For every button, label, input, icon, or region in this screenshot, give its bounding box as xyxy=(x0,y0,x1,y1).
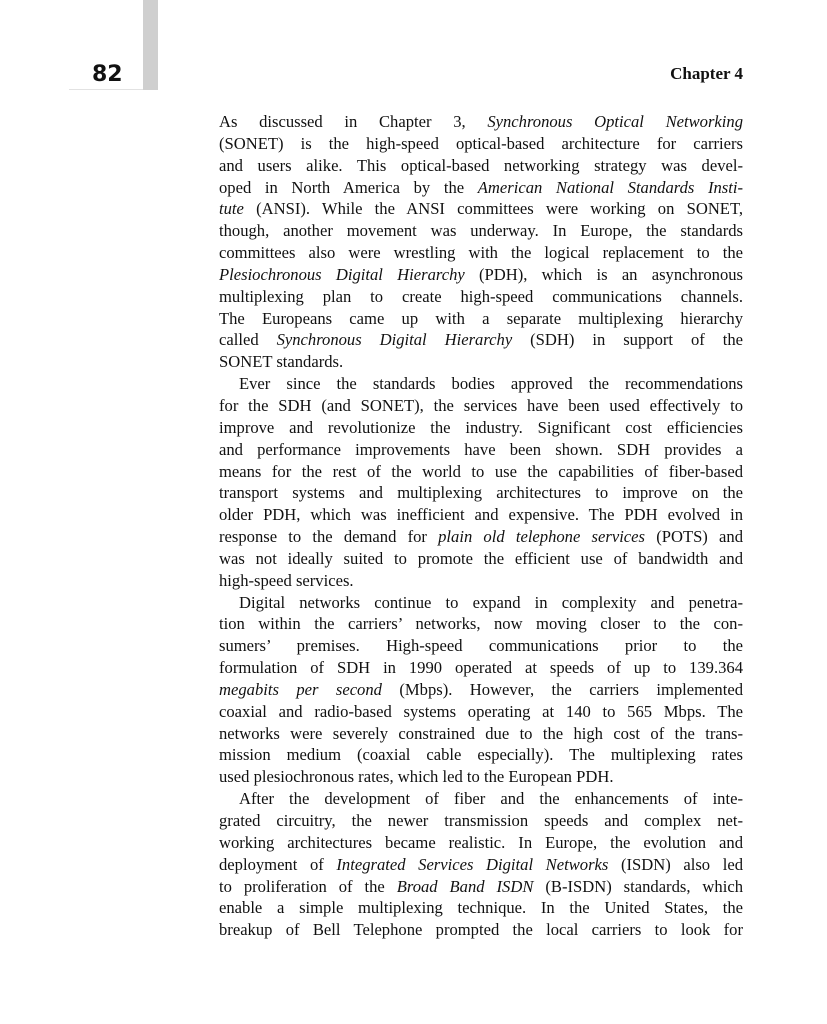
italic-term: tute xyxy=(219,199,244,219)
paragraph xyxy=(219,373,743,591)
text-run: improve and revolutionize the industry. Significant cost efficiencies xyxy=(219,417,743,437)
text-run: and performance improvements have been shown. SDH provides a xyxy=(219,439,743,459)
text-line xyxy=(219,155,743,177)
text-line xyxy=(219,198,743,220)
text-run: (Mbps). However, the carriers implemented xyxy=(381,679,743,699)
page-tab-bar xyxy=(143,0,158,90)
text-run: (POTS) and xyxy=(645,527,743,547)
text-line xyxy=(219,286,743,308)
text-line xyxy=(219,570,743,592)
text-line xyxy=(219,177,743,199)
text-run: transport systems and multiplexing architectures to improve on the xyxy=(219,483,743,503)
text-line xyxy=(219,482,743,504)
italic-term: Broad Band ISDN xyxy=(396,876,534,896)
italic-term: Synchronous Digital Hierarchy xyxy=(276,330,513,350)
text-line xyxy=(219,439,743,461)
text-run: (SONET) is the high-speed optical-based architecture for carriers xyxy=(219,133,743,153)
text-run: networks were severely constrained due to the high cost of the trans- xyxy=(219,723,743,743)
text-run: used plesiochronous rates, which led to the European PDH. xyxy=(219,767,614,787)
text-run: was not ideally suited to promote the efficient use of bandwidth and xyxy=(219,548,743,568)
text-line xyxy=(219,897,743,919)
text-run: committees also were wrestling with the logical replacement to the xyxy=(219,243,743,263)
text-run: older PDH, which was inefficient and expensive. The PDH evolved in xyxy=(219,505,743,525)
text-line xyxy=(219,395,743,417)
text-line xyxy=(219,526,743,548)
text-run: formulation of SDH in 1990 operated at speeds of up to 139.364 xyxy=(219,658,743,678)
text-run: Digital networks continue to expand in complexity and penetra- xyxy=(239,592,743,612)
text-run: (PDH), which is an asynchronous xyxy=(464,264,743,284)
text-run: After the development of fiber and the enhancements of inte- xyxy=(239,789,743,809)
paragraph xyxy=(219,111,743,373)
text-run: (ISDN) also led xyxy=(608,854,743,874)
text-line xyxy=(219,417,743,439)
text-run: called xyxy=(219,330,277,350)
text-run: As discussed in Chapter 3, xyxy=(219,112,488,131)
text-run: enable a simple multiplexing technique. In the United States, the xyxy=(219,898,743,918)
text-line xyxy=(219,242,743,264)
text-line xyxy=(219,592,743,614)
text-run: means for the rest of the world to use the capabilities of fiber-based xyxy=(219,461,743,481)
text-line xyxy=(219,308,743,330)
italic-term: plain old telephone services xyxy=(438,527,645,547)
text-run: sumers’ premises. High-speed communications prior to the xyxy=(219,636,743,656)
text-line xyxy=(219,220,743,242)
text-line xyxy=(219,657,743,679)
text-line xyxy=(219,613,743,635)
text-line xyxy=(219,854,743,876)
text-line xyxy=(219,351,743,373)
text-run: for the SDH (and SONET), the services have been used effectively to xyxy=(219,395,743,415)
text-run: (B-ISDN) standards, which xyxy=(533,876,743,896)
text-run: to proliferation of the xyxy=(219,876,397,896)
text-line xyxy=(219,111,743,133)
paragraph xyxy=(219,788,743,941)
text-line xyxy=(219,329,743,351)
text-run: (SDH) in support of the xyxy=(512,330,743,350)
text-run: though, another movement was underway. In Europe, the standards xyxy=(219,221,743,241)
text-run: mission medium (coaxial cable especially). The multiplexing rates xyxy=(219,745,743,765)
text-line xyxy=(219,133,743,155)
text-line xyxy=(219,876,743,898)
body-text xyxy=(219,111,743,941)
text-line xyxy=(219,264,743,286)
italic-term: Plesiochronous Digital Hierarchy xyxy=(219,264,465,284)
italic-term: megabits per second xyxy=(219,679,382,699)
italic-term: Integrated Services Digital Networks xyxy=(336,854,609,874)
text-line xyxy=(219,548,743,570)
text-run: and users alike. This optical-based networking strategy was devel- xyxy=(219,155,743,175)
text-line xyxy=(219,461,743,483)
text-run: multiplexing plan to create high-speed communications channels. xyxy=(219,286,743,306)
text-line xyxy=(219,373,743,395)
text-run: (ANSI). While the ANSI committees were working on SONET, xyxy=(243,199,743,219)
text-run: breakup of Bell Telephone prompted the local carriers to look for xyxy=(219,920,743,940)
text-line xyxy=(219,788,743,810)
text-run: grated circuitry, the newer transmission speeds and complex net- xyxy=(219,811,743,830)
text-line xyxy=(219,723,743,745)
text-run: Ever since the standards bodies approved the recommendations xyxy=(239,374,743,394)
text-run: SONET standards. xyxy=(219,352,344,372)
text-line xyxy=(219,504,743,526)
text-run: coaxial and radio-based systems operating at 140 to 565 Mbps. The xyxy=(219,701,743,721)
page-number: 82 xyxy=(92,62,123,87)
text-line xyxy=(219,635,743,657)
text-line xyxy=(219,810,743,832)
paragraph xyxy=(219,592,743,789)
text-line xyxy=(219,766,743,788)
italic-term: American National Standards Insti- xyxy=(477,177,744,197)
text-run: working architectures became realistic. In Europe, the evolution and xyxy=(219,832,743,852)
text-run: The Europeans came up with a separate multiplexing hierarchy xyxy=(219,308,743,328)
text-line xyxy=(219,744,743,766)
text-line xyxy=(219,679,743,701)
text-run: deployment of xyxy=(219,854,337,874)
text-line xyxy=(219,701,743,723)
text-run: oped in North America by the xyxy=(219,177,478,197)
text-run: response to the demand for xyxy=(219,527,439,547)
chapter-header: Chapter 4 xyxy=(670,64,743,83)
text-line xyxy=(219,919,743,941)
text-run: high-speed services. xyxy=(219,570,354,590)
italic-term: Synchronous Optical Networking xyxy=(487,112,743,131)
text-run: tion within the carriers’ networks, now moving closer to the con- xyxy=(219,614,743,634)
text-line xyxy=(219,832,743,854)
